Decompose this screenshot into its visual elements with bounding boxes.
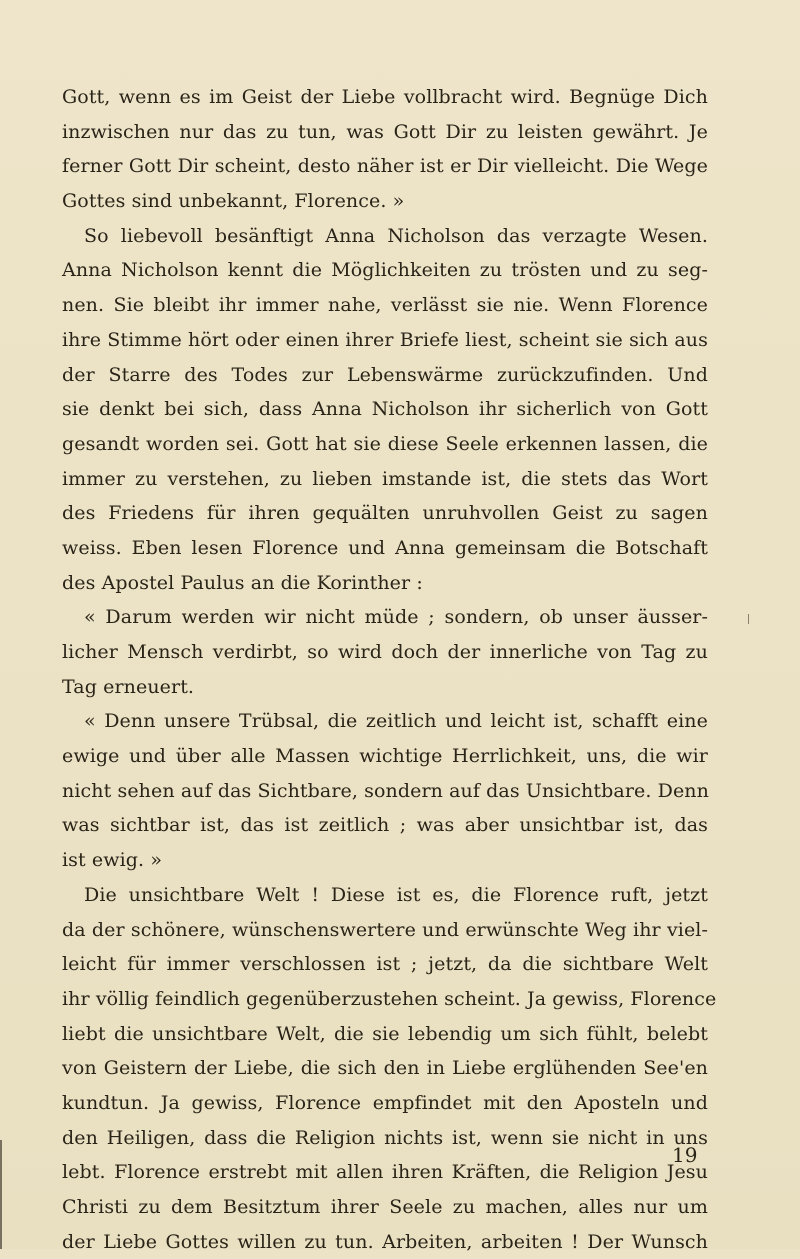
- text-line: lebt. Florence erstrebt mit allen ihren Kräften, die Religion Jesu: [62, 1161, 708, 1184]
- text-line: inzwischen nur das zu tun, was Gott Dir zu leisten gewährt. Je: [62, 120, 708, 143]
- text-line: ihr völlig feindlich gegenüberzustehen scheint. Ja gewiss, Florence: [62, 987, 717, 1010]
- text-line: ist ewig. »: [62, 849, 163, 872]
- body-text: [62, 80, 717, 1259]
- text-line: nen. Sie bleibt ihr immer nahe, verlässt sie nie. Wenn Florence: [62, 294, 708, 317]
- text-line: Anna Nicholson kennt die Möglichkeiten zu trösten und zu seg-: [62, 259, 708, 282]
- text-line: Gott, wenn es im Geist der Liebe vollbracht wird. Begnüge Dich: [62, 86, 708, 108]
- text-line: des Apostel Paulus an die Korinther :: [62, 571, 423, 594]
- text-line: immer zu verstehen, zu lieben imstande ist, die stets das Wort: [62, 467, 708, 490]
- text-line: von Geistern der Liebe, die sich den in Liebe erglühenden See'en: [62, 1057, 708, 1080]
- text-line: da der schönere, wünschenswertere und erwünschte Weg ihr viel-: [62, 918, 708, 941]
- text-line: was sichtbar ist, das ist zeitlich ; was aber unsichtbar ist, das: [62, 814, 708, 837]
- scan-speck: [748, 614, 749, 624]
- text-line: Die unsichtbare Welt ! Diese ist es, die Florence ruft, jetzt: [84, 883, 708, 906]
- text-line: gesandt worden sei. Gott hat sie diese Seele erkennen lassen, die: [62, 432, 708, 455]
- text-line: « Darum werden wir nicht müde ; sondern, ob unser äusser-: [84, 606, 708, 629]
- page-number: 19: [672, 1143, 698, 1167]
- text-line: ewige und über alle Massen wichtige Herrlichkeit, uns, die wir: [62, 745, 708, 768]
- text-line: ihre Stimme hört oder einen ihrer Briefe liest, scheint sie sich aus: [62, 328, 708, 351]
- text-line: weiss. Eben lesen Florence und Anna gemeinsam die Botschaft: [62, 536, 708, 559]
- text-line: Christi zu dem Besitztum ihrer Seele zu machen, alles nur um: [62, 1196, 708, 1218]
- page-edge-mark: [0, 1140, 2, 1249]
- text-line: licher Mensch verdirbt, so wird doch der innerliche von Tag zu: [62, 641, 708, 663]
- text-line: kundtun. Ja gewiss, Florence empfindet mit den Aposteln und: [62, 1091, 708, 1114]
- text-line: sie denkt bei sich, dass Anna Nicholson ihr sicherlich von Gott: [62, 398, 708, 421]
- text-line: So liebevoll besänftigt Anna Nicholson das verzagte Wesen.: [84, 224, 708, 247]
- text-line: Gottes sind unbekannt, Florence. »: [62, 190, 405, 213]
- text-line: der Starre des Todes zur Lebenswärme zurückzufinden. Und: [62, 363, 708, 386]
- text-line: den Heiligen, dass die Religion nichts ist, wenn sie nicht in uns: [62, 1126, 708, 1149]
- text-line: der Liebe Gottes willen zu tun. Arbeiten, arbeiten ! Der Wunsch: [62, 1230, 708, 1253]
- text-line: des Friedens für ihren gequälten unruhvollen Geist zu sagen: [62, 502, 708, 525]
- text-line: « Denn unsere Trübsal, die zeitlich und leicht ist, schafft eine: [84, 710, 708, 733]
- text-line: nicht sehen auf das Sichtbare, sondern auf das Unsichtbare. Denn: [62, 779, 709, 802]
- text-line: leicht für immer verschlossen ist ; jetzt, da die sichtbare Welt: [62, 953, 708, 976]
- text-line: liebt die unsichtbare Welt, die sie lebendig um sich fühlt, belebt: [62, 1022, 708, 1045]
- text-line: ferner Gott Dir scheint, desto näher ist er Dir vielleicht. Die Wege: [62, 155, 708, 178]
- text-line: Tag erneuert.: [62, 675, 195, 698]
